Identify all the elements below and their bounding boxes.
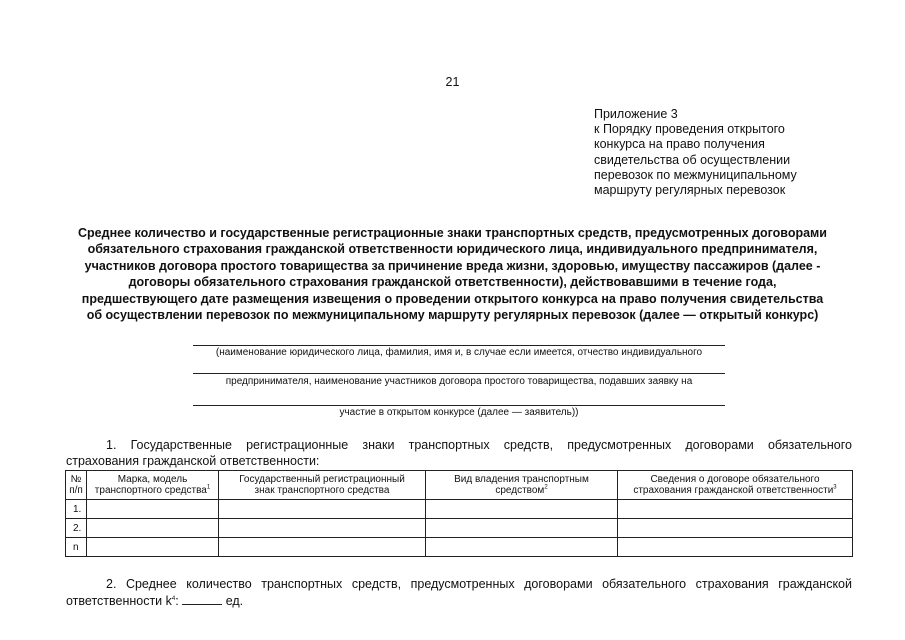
- table-row: [66, 500, 853, 519]
- table-cell[interactable]: [219, 538, 426, 557]
- table-row: [66, 519, 853, 538]
- table-cell[interactable]: [426, 500, 618, 519]
- applicant-fill-line[interactable]: [193, 405, 725, 406]
- col-header-registration-plate: Государственный регистрационный знак транспортного средства: [219, 471, 426, 500]
- col-header-insurance-info: Сведения о договоре обязательного страхования гражданской ответственности$^3$: [618, 471, 853, 500]
- table-cell[interactable]: [426, 538, 618, 557]
- col-header-number: № п/п: [66, 471, 87, 500]
- table-cell[interactable]: [87, 519, 219, 538]
- table-row: [66, 538, 853, 557]
- appendix-line: свидетельства об осуществлении: [594, 152, 791, 167]
- appendix-line: маршруту регулярных перевозок: [594, 183, 786, 198]
- heading-line: предшествующего дате размещения извещения о проведении открытого конкурса на право получения свидетельства: [81, 291, 824, 306]
- heading-line: Среднее количество и государственные регистрационные знаки транспортных средств, предусмотренных договорами: [78, 226, 827, 240]
- applicant-fill-line[interactable]: [193, 345, 725, 346]
- appendix-note: [594, 107, 894, 198]
- table-cell[interactable]: [219, 500, 426, 519]
- applicant-caption: предпринимателя, наименование участников договора простого товарищества, подавших заявку на: [225, 376, 693, 387]
- document-heading: [40, 225, 865, 323]
- table-cell[interactable]: [618, 538, 853, 557]
- section-2-line: 2. Среднее количество транспортных средств, предусмотренных договорами обязательного страхования гражданской: [106, 577, 852, 591]
- page-number: 21: [445, 75, 460, 89]
- section-1-line: страхования гражданской ответственности:: [66, 454, 320, 468]
- table-cell[interactable]: [426, 519, 618, 538]
- row-number: 1.: [66, 500, 87, 519]
- table-cell[interactable]: [87, 538, 219, 557]
- col-header-vehicle-model: Марка, модель транспортного средства$^1$: [87, 471, 219, 500]
- heading-line: обязательного страхования гражданской ответственности юридического лица, индивидуального предпринимателя,: [87, 242, 818, 257]
- table-cell[interactable]: [618, 500, 853, 519]
- appendix-line: перевозок по межмуниципальному: [594, 167, 797, 182]
- table-cell[interactable]: [219, 519, 426, 538]
- section-1-line: 1. Государственные регистрационные знаки транспортных средств, предусмотренных договорами обязательного: [106, 438, 852, 452]
- appendix-line: конкурса на право получения: [594, 137, 765, 152]
- vehicles-table: [65, 470, 853, 557]
- appendix-line: к Порядку проведения открытого: [594, 122, 785, 137]
- section-1-text: [66, 437, 852, 469]
- section-2-text: [66, 576, 852, 609]
- average-count-blank[interactable]: [182, 592, 222, 605]
- applicant-caption: участие в открытом конкурсе (далее — заявитель)): [339, 407, 579, 418]
- heading-line: об осуществлении перевозок по межмуниципальному маршруту регулярных перевозок (далее — открытый конкурс): [86, 308, 819, 323]
- row-number: n: [66, 538, 87, 557]
- table-header-row: [66, 471, 853, 500]
- applicant-caption: (наименование юридического лица, фамилия, имя и, в случае если имеется, отчество индивидуального: [215, 347, 703, 358]
- section-2-line: ответственности $k^4$: ед.: [66, 594, 244, 608]
- heading-line: договоры обязательного страхования гражданской ответственности), действовавшими в течение года,: [128, 275, 777, 290]
- table-cell[interactable]: [87, 500, 219, 519]
- applicant-fill-line[interactable]: [193, 373, 725, 374]
- row-number: 2.: [66, 519, 87, 538]
- heading-line: участников договора простого товарищества за причинение вреда жизни, здоровью, имуществу пассажиров (далее -: [84, 258, 821, 273]
- col-header-ownership-type: Вид владения транспортным средством$^2$: [426, 471, 618, 500]
- table-cell[interactable]: [618, 519, 853, 538]
- appendix-line: Приложение 3: [594, 107, 678, 121]
